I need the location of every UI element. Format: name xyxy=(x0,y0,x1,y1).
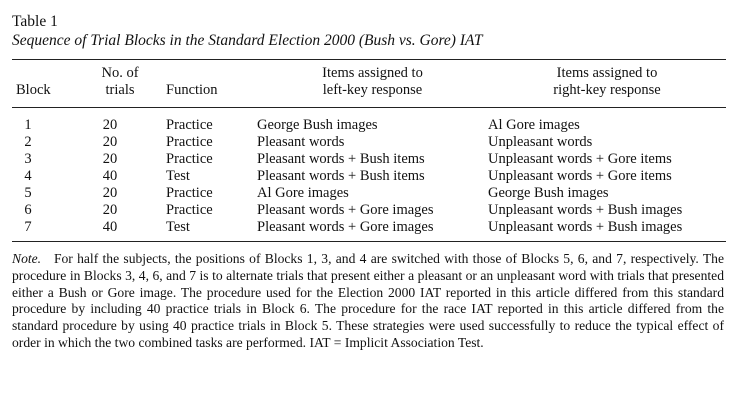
header-left-line1: Items assigned to xyxy=(322,65,423,81)
table-row xyxy=(12,151,726,168)
cell-right: Al Gore images xyxy=(488,117,580,133)
cell-block: 5 xyxy=(24,185,32,201)
cell-block: 6 xyxy=(24,202,32,218)
note-label: Note. xyxy=(12,251,42,266)
table-row xyxy=(12,134,726,151)
table-row xyxy=(12,219,726,241)
table-row xyxy=(12,202,726,219)
cell-trials: 20 xyxy=(102,117,118,133)
header-right-line1: Items assigned to xyxy=(556,65,658,81)
cell-block: 2 xyxy=(24,134,32,150)
cell-left: Pleasant words + Bush items xyxy=(257,151,425,167)
cell-function: Practice xyxy=(166,151,213,167)
header-row xyxy=(12,60,726,108)
cell-trials: 40 xyxy=(102,168,118,184)
cell-function: Practice xyxy=(166,202,213,218)
header-function xyxy=(166,60,257,108)
cell-trials: 20 xyxy=(102,185,118,201)
header-trials-line2: trials xyxy=(105,82,135,98)
header-left xyxy=(257,60,488,108)
table-title: Sequence of Trial Blocks in the Standard Election 2000 (Bush vs. Gore) IAT xyxy=(12,32,483,49)
header-right xyxy=(488,60,726,108)
cell-trials: 20 xyxy=(102,202,118,218)
cell-function: Practice xyxy=(166,117,213,133)
note-text: For half the subjects, the positions of Blocks 1, 3, and 4 are switched with those of Blocks 5, 6, and 7, respectively. The procedure in Blocks 3, 4, 6, and 7 is to alternate trials that present either a pleasant or an unpleasant word with trials that presented either a Bush or Gore image. The procedure used for the Election 2000 IAT reported in this article differed from this standard procedure by including 40 practice trials in Block 6. The procedure for the race IAT reported in this article differed from the standard procedure by using 40 practice trials in Block 5. These strategies were used successfully to reduce the typical effect of order in which the two combined tasks are performed. IAT = Implicit Association Test. xyxy=(12,251,724,350)
cell-right: Unpleasant words + Bush images xyxy=(488,202,683,218)
cell-right: George Bush images xyxy=(488,185,609,201)
cell-trials: 20 xyxy=(102,151,118,167)
cell-block: 7 xyxy=(24,219,32,235)
header-block xyxy=(12,60,74,108)
cell-left: Pleasant words + Bush items xyxy=(257,168,425,184)
table-row xyxy=(12,185,726,202)
table-row xyxy=(12,168,726,185)
cell-left: Pleasant words + Gore images xyxy=(257,202,434,218)
cell-trials: 40 xyxy=(102,219,118,235)
cell-left: Al Gore images xyxy=(257,185,349,201)
header-right-line2: right-key response xyxy=(553,82,661,98)
cell-function: Test xyxy=(166,219,190,235)
cell-block: 4 xyxy=(24,168,32,184)
cell-left: Pleasant words + Gore images xyxy=(257,219,434,235)
cell-function: Practice xyxy=(166,134,213,150)
cell-right: Unpleasant words + Gore items xyxy=(488,151,672,167)
bottom-rule xyxy=(12,241,726,242)
header-block-label: Block xyxy=(16,82,51,98)
cell-function: Test xyxy=(166,168,190,184)
cell-block: 3 xyxy=(24,151,32,167)
cell-right: Unpleasant words xyxy=(488,134,593,150)
header-left-line2: left-key response xyxy=(322,82,423,98)
table-note xyxy=(12,251,726,352)
table-label: Table 1 xyxy=(12,13,58,30)
header-trials xyxy=(74,60,166,108)
trial-blocks-table xyxy=(12,60,726,241)
table-row xyxy=(12,108,726,135)
cell-left: George Bush images xyxy=(257,117,378,133)
cell-right: Unpleasant words + Gore items xyxy=(488,168,672,184)
cell-left: Pleasant words xyxy=(257,134,345,150)
cell-function: Practice xyxy=(166,185,213,201)
header-function-label: Function xyxy=(166,82,218,98)
header-trials-line1: No. of xyxy=(101,65,139,81)
cell-right: Unpleasant words + Bush images xyxy=(488,219,683,235)
cell-trials: 20 xyxy=(102,134,118,150)
cell-block: 1 xyxy=(24,117,32,133)
